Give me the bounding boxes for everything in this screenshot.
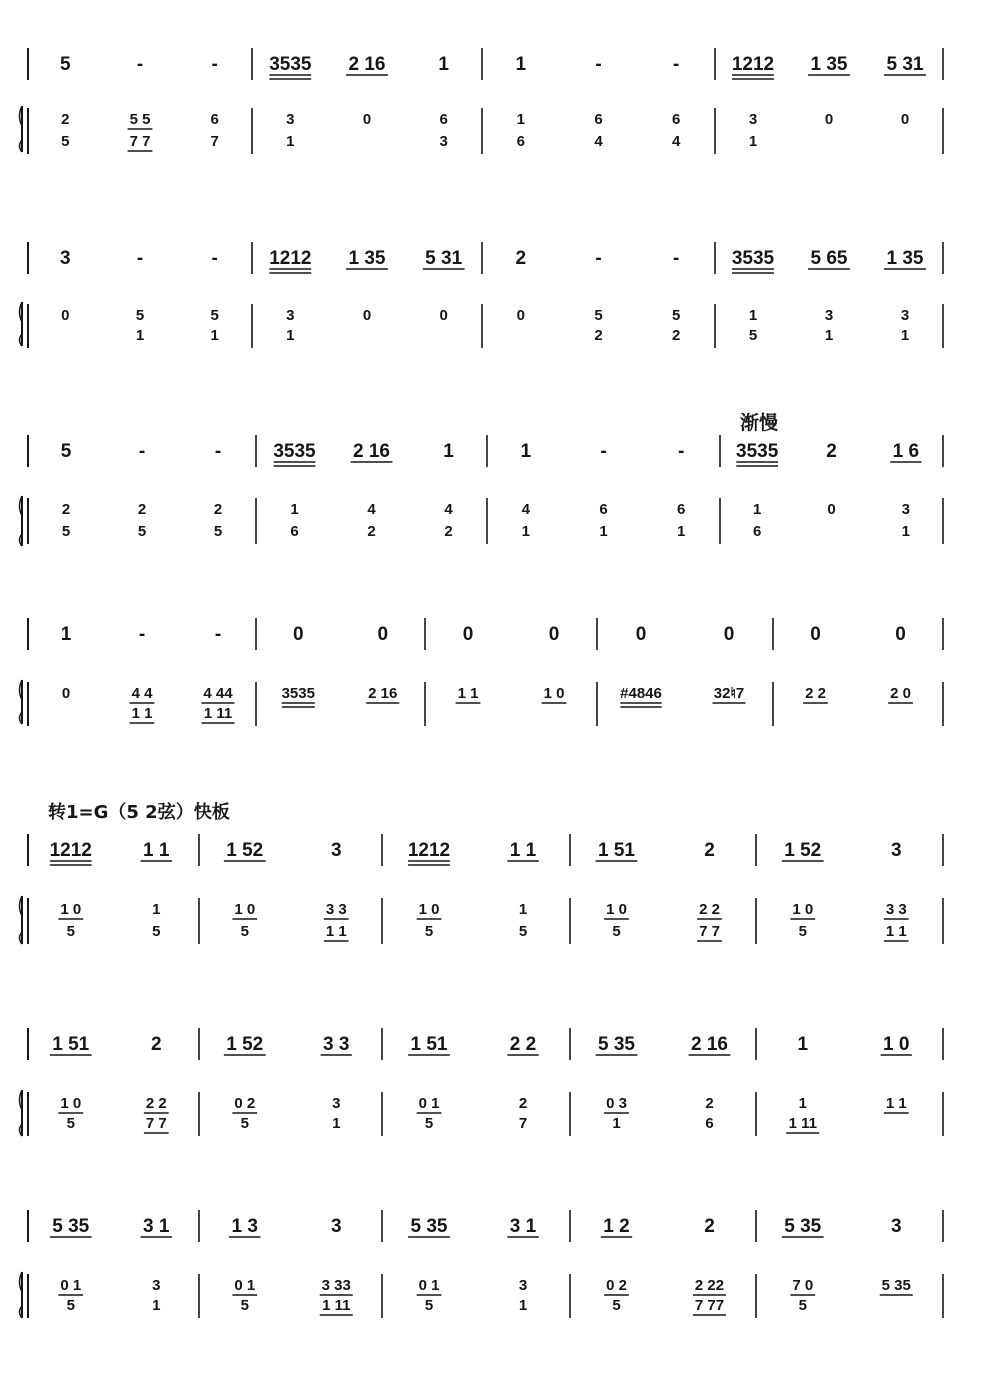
accompaniment-note-lower: 1: [901, 523, 911, 540]
melody-note: 2 16: [348, 54, 386, 75]
melody-note: -: [136, 248, 144, 269]
accompaniment-note-upper: 6: [439, 111, 448, 128]
accompaniment-note-lower: 1: [824, 327, 834, 344]
melody-note: -: [673, 248, 680, 269]
accompaniment-note-lower: 7 7: [145, 1115, 167, 1132]
melody-note: 3535: [269, 54, 312, 75]
accompaniment-note-upper: 3535: [281, 685, 315, 702]
melody-note: 2: [704, 1216, 715, 1237]
accompaniment-note-upper: 1 0: [606, 901, 627, 918]
accompaniment-note-lower: 5: [748, 327, 758, 344]
accompaniment-note-lower: 5: [240, 1297, 249, 1314]
accompaniment-note-upper: 5 5: [129, 111, 151, 128]
accompaniment-note-upper: 3: [152, 1277, 161, 1294]
melody-note: 2 2: [509, 1034, 537, 1055]
accompaniment-note-upper: 1: [752, 501, 762, 518]
melody-note: -: [678, 441, 685, 462]
accompaniment-note-lower: 5: [61, 133, 70, 150]
accompaniment-note-lower: 5: [152, 923, 161, 940]
accompaniment-note-upper: 2: [137, 501, 147, 518]
accompaniment-note-upper: 7 0: [792, 1277, 814, 1294]
melody-note: 5 35: [598, 1034, 635, 1055]
accompaniment-note-upper: 4 4: [131, 685, 153, 702]
accompaniment-note-lower: 5: [61, 523, 71, 540]
melody-note: 3 1: [143, 1216, 170, 1237]
melody-note: -: [673, 54, 680, 75]
melody-note: 5 35: [52, 1216, 90, 1237]
accompaniment-note-upper: 2 0: [890, 685, 911, 702]
accompaniment-note-upper: 1 0: [792, 901, 814, 918]
melody-note: 0: [723, 624, 735, 645]
accompaniment-note-upper: 3: [518, 1277, 528, 1294]
melody-note: 0: [895, 624, 906, 645]
accompaniment-note-upper: 6: [671, 111, 681, 128]
score-system: [20, 48, 944, 154]
accompaniment-note-lower: 5: [612, 1297, 621, 1314]
accompaniment-note-upper: 1 0: [234, 901, 256, 918]
melody-note: 1 6: [892, 441, 920, 462]
accompaniment-note-upper: 0: [516, 307, 526, 324]
accompaniment-note-upper: 0: [827, 501, 836, 518]
accompaniment-note-upper: 0 2: [606, 1277, 627, 1294]
accompaniment-note-lower: 1: [612, 1115, 621, 1132]
accompaniment-note-upper: 4 44: [203, 685, 233, 702]
melody-note: -: [211, 54, 218, 75]
accompaniment-note-upper: 0: [439, 307, 448, 324]
accompaniment-note-upper: 1 0: [418, 901, 440, 918]
melody-note: 0: [635, 624, 647, 645]
melody-note: 5 35: [784, 1216, 822, 1237]
accompaniment-note-lower: 6: [705, 1115, 714, 1132]
melody-note: 3 3: [323, 1034, 350, 1055]
melody-note: -: [600, 441, 607, 462]
accompaniment-note-lower: 5: [213, 523, 223, 540]
accompaniment-note-upper: 0 1: [60, 1277, 82, 1294]
accompaniment-note-lower: 5: [424, 1115, 434, 1132]
accompaniment-note-upper: 0 1: [234, 1277, 256, 1294]
melody-note: 0: [377, 624, 389, 645]
melody-note: 1: [443, 441, 454, 462]
melody-note: 1 35: [810, 54, 848, 75]
melody-note: 2: [515, 248, 527, 269]
melody-note: 1 51: [52, 1034, 90, 1055]
accompaniment-note-upper: 1: [290, 501, 299, 518]
accompaniment-note-upper: 1: [518, 901, 528, 918]
melody-note: 2 16: [691, 1034, 728, 1055]
accompaniment-note-lower: 5: [518, 923, 528, 940]
accompaniment-note-upper: 0: [61, 307, 70, 324]
accompaniment-note-upper: 0: [824, 111, 834, 128]
melody-note: 1 1: [143, 840, 170, 861]
accompaniment-note-upper: 0: [61, 685, 71, 702]
melody-note: 3: [890, 840, 902, 861]
accompaniment-note-lower: 4: [671, 133, 681, 150]
melody-note: 5 31: [425, 248, 463, 269]
melody-note: 1: [515, 54, 527, 75]
accompaniment-note-lower: 6: [290, 523, 299, 540]
melody-note: 1 0: [883, 1034, 910, 1055]
melody-note: -: [214, 624, 222, 645]
accompaniment-note-upper: 1 0: [60, 901, 82, 918]
accompaniment-note-upper: 1: [798, 1095, 807, 1112]
score-system: [20, 435, 944, 546]
melody-note: 1 52: [226, 1034, 264, 1055]
melody-note: 1212: [731, 54, 775, 75]
accompaniment-note-upper: 0 1: [418, 1095, 440, 1112]
accompaniment-note-upper: 2: [213, 501, 223, 518]
melody-note: 5: [60, 54, 71, 75]
melody-note: -: [214, 441, 222, 462]
melody-note: 3535: [736, 441, 779, 462]
accompaniment-note-lower: 1 1: [325, 923, 347, 940]
melody-note: 5: [60, 441, 72, 462]
accompaniment-note-lower: 5: [240, 923, 249, 940]
melody-note: 5 35: [410, 1216, 448, 1237]
accompaniment-note-lower: 1: [518, 1297, 528, 1314]
accompaniment-note-lower: 5: [137, 523, 147, 540]
melody-note: -: [595, 54, 602, 75]
accompaniment-note-lower: 1 11: [788, 1115, 817, 1132]
accompaniment-note-upper: 0 3: [606, 1095, 627, 1112]
accompaniment-note-upper: 2 2: [699, 901, 720, 918]
accompaniment-note-upper: 3: [748, 111, 758, 128]
accompaniment-note-lower: 5: [66, 1115, 75, 1132]
melody-note: 3: [330, 1216, 342, 1237]
accompaniment-note-lower: 5: [424, 923, 434, 940]
accompaniment-note-lower: 6: [752, 523, 762, 540]
melody-note: 3: [330, 840, 342, 861]
accompaniment-note-upper: 32♮7: [713, 685, 745, 702]
melody-note: 1 1: [509, 840, 537, 861]
accompaniment-note-upper: 2 2: [145, 1095, 167, 1112]
accompaniment-note-upper: 6: [210, 111, 219, 128]
accompaniment-note-upper: 1: [516, 111, 526, 128]
melody-note: 1 2: [603, 1216, 630, 1237]
melody-note: 1 3: [231, 1216, 258, 1237]
accompaniment-note-lower: 1: [152, 1297, 161, 1314]
accompaniment-note-upper: 3 3: [885, 901, 907, 918]
accompaniment-note-lower: 4: [594, 133, 603, 150]
accompaniment-note-upper: 6: [594, 111, 603, 128]
accompaniment-note-upper: 5: [594, 307, 603, 324]
accompaniment-note-upper: 5 35: [881, 1277, 911, 1294]
melody-note: 0: [462, 624, 474, 645]
accompaniment-note-lower: 1: [332, 1115, 341, 1132]
score-system: [20, 242, 944, 348]
melody-note: 1212: [49, 840, 92, 861]
tempo-marking: 渐慢: [740, 412, 779, 434]
melody-note: -: [138, 624, 146, 645]
accompaniment-note-lower: 1 11: [203, 705, 233, 722]
accompaniment-note-upper: 2: [705, 1095, 714, 1112]
accompaniment-note-lower: 1 11: [322, 1297, 351, 1314]
melody-note: -: [138, 441, 146, 462]
accompaniment-note-lower: 2: [444, 523, 453, 540]
accompaniment-note-upper: 0: [362, 111, 372, 128]
accompaniment-note-lower: 7: [518, 1115, 528, 1132]
melody-note: 1212: [407, 840, 451, 861]
accompaniment-note-upper: 4: [521, 501, 531, 518]
accompaniment-note-upper: 1 0: [60, 1095, 82, 1112]
melody-note: 0: [810, 624, 821, 645]
accompaniment-note-upper: #4846: [620, 685, 662, 702]
accompaniment-note-lower: 3: [439, 133, 448, 150]
accompaniment-note-upper: 3: [286, 111, 295, 128]
melody-note: 3 1: [509, 1216, 537, 1237]
melody-note: 1: [797, 1034, 809, 1055]
accompaniment-note-lower: 5: [66, 1297, 75, 1314]
accompaniment-note-upper: 5: [135, 307, 145, 324]
accompaniment-note-lower: 1: [748, 133, 758, 150]
accompaniment-note-lower: 5: [798, 923, 807, 940]
accompaniment-note-lower: 5: [240, 1115, 249, 1132]
accompaniment-note-lower: 1: [286, 327, 295, 344]
melody-note: 1212: [269, 248, 312, 269]
accompaniment-note-upper: 0: [900, 111, 910, 128]
accompaniment-note-lower: 1 1: [131, 705, 153, 722]
melody-note: 2: [704, 840, 715, 861]
key-change-marking: 转1=G（5 2弦）快板: [48, 802, 230, 823]
melody-note: 3535: [273, 441, 316, 462]
accompaniment-note-upper: 6: [599, 501, 608, 518]
accompaniment-note-upper: 4: [367, 501, 376, 518]
score-system: [20, 1028, 944, 1136]
accompaniment-note-lower: 1: [135, 327, 145, 344]
accompaniment-note-lower: 1: [676, 523, 686, 540]
accompaniment-note-upper: 5: [210, 307, 219, 324]
melody-note: -: [211, 248, 218, 269]
accompaniment-note-lower: 7: [210, 133, 219, 150]
accompaniment-note-lower: 1 1: [885, 923, 907, 940]
accompaniment-note-lower: 1: [210, 327, 219, 344]
accompaniment-note-upper: 3: [286, 307, 295, 324]
accompaniment-note-upper: 0: [362, 307, 372, 324]
melody-note: -: [136, 54, 144, 75]
accompaniment-note-upper: 3 33: [321, 1277, 351, 1294]
accompaniment-note-upper: 3: [900, 307, 910, 324]
melody-note: 3: [60, 248, 71, 269]
accompaniment-note-lower: 7 7: [699, 923, 720, 940]
melody-note: 1 52: [226, 840, 264, 861]
melody-note: 3: [890, 1216, 902, 1237]
accompaniment-note-lower: 5: [66, 923, 75, 940]
melody-note: 0: [292, 624, 304, 645]
accompaniment-note-upper: 2 22: [694, 1277, 725, 1294]
accompaniment-note-upper: 2 2: [805, 685, 826, 702]
accompaniment-note-lower: 1: [599, 523, 608, 540]
melody-note: 1 35: [886, 248, 924, 269]
accompaniment-note-lower: 7 7: [129, 133, 151, 150]
accompaniment-note-lower: 5: [424, 1297, 434, 1314]
melody-note: 1 51: [410, 1034, 448, 1055]
melody-note: 1 51: [598, 840, 635, 861]
accompaniment-note-upper: 1 1: [885, 1095, 907, 1112]
accompaniment-note-upper: 0 1: [418, 1277, 440, 1294]
accompaniment-note-upper: 2 16: [368, 685, 398, 702]
melody-note: 1 52: [784, 840, 822, 861]
accompaniment-note-upper: 3 3: [325, 901, 347, 918]
accompaniment-note-upper: 2: [61, 501, 71, 518]
score-system: [20, 834, 944, 944]
accompaniment-note-lower: 2: [594, 327, 603, 344]
accompaniment-note-lower: 1: [521, 523, 531, 540]
melody-note: 1: [60, 624, 72, 645]
accompaniment-note-upper: 2: [518, 1095, 528, 1112]
accompaniment-note-lower: 7 77: [694, 1297, 725, 1314]
accompaniment-note-upper: 1: [152, 901, 161, 918]
accompaniment-note-lower: 1: [286, 133, 295, 150]
accompaniment-note-lower: 2: [671, 327, 681, 344]
accompaniment-note-lower: 5: [612, 923, 621, 940]
accompaniment-note-lower: 1: [900, 327, 910, 344]
score-system: [20, 1210, 944, 1318]
melody-note: 2: [150, 1034, 162, 1055]
accompaniment-note-upper: 1 0: [543, 685, 565, 702]
melody-note: 1: [438, 54, 449, 75]
accompaniment-note-upper: 0 2: [234, 1095, 256, 1112]
accompaniment-note-upper: 1 1: [457, 685, 479, 702]
accompaniment-note-upper: 1: [748, 307, 758, 324]
melody-note: -: [595, 248, 602, 269]
accompaniment-note-upper: 3: [824, 307, 834, 324]
accompaniment-note-upper: 3: [332, 1095, 341, 1112]
melody-note: 3535: [731, 248, 775, 269]
melody-note: 1: [520, 441, 532, 462]
melody-note: 2 16: [353, 441, 390, 462]
melody-note: 0: [548, 624, 560, 645]
melody-note: 2: [826, 441, 837, 462]
accompaniment-note-upper: 3: [901, 501, 911, 518]
accompaniment-note-lower: 6: [516, 133, 526, 150]
accompaniment-note-lower: 2: [367, 523, 376, 540]
accompaniment-note-lower: 5: [798, 1297, 807, 1314]
accompaniment-note-upper: 5: [671, 307, 681, 324]
accompaniment-note-upper: 6: [676, 501, 686, 518]
accompaniment-note-upper: 4: [444, 501, 453, 518]
melody-note: 5 31: [886, 54, 924, 75]
melody-note: 1 35: [348, 248, 386, 269]
score-system: [20, 618, 944, 726]
accompaniment-note-upper: 2: [61, 111, 70, 128]
melody-note: 5 65: [810, 248, 848, 269]
